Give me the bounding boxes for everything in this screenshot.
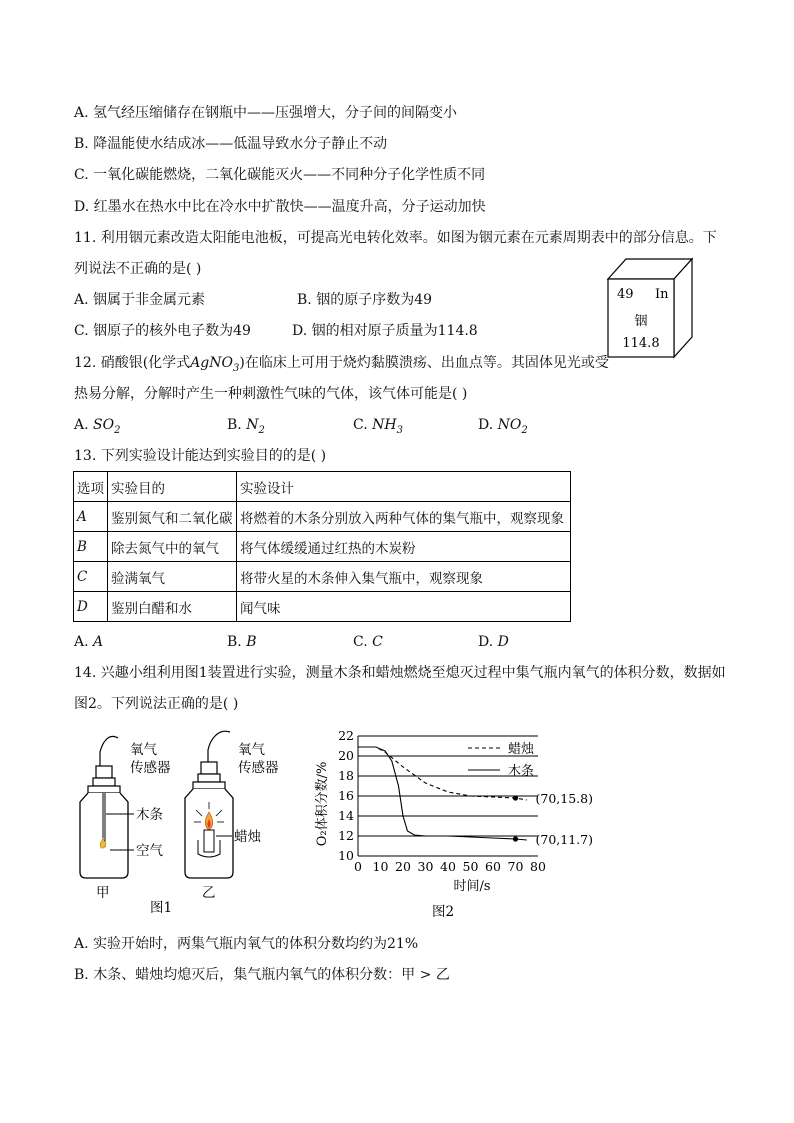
table-cell: 鉴别氮气和二氧化碳: [108, 502, 237, 532]
table-cell: 闻气味: [237, 592, 571, 622]
q13-option-a: A. A: [74, 634, 104, 650]
sensor-label-b2: 传感器: [238, 760, 279, 776]
jar-a-label: 甲: [96, 885, 110, 901]
q13-option-b: B. B: [227, 634, 257, 650]
y-tick-label: 20: [338, 748, 354, 763]
q12-stem-line1: [74, 354, 609, 378]
table-row: [74, 502, 571, 532]
q13-option-d: D. D: [478, 634, 509, 650]
chart-x-axis-label: 时间/s: [453, 879, 491, 894]
apparatus-figure: [70, 722, 280, 917]
q14-stem-line1: 14. 兴趣小组利用图1装置进行实验，测量木条和蜡烛燃烧至熄灭过程中集气瓶内氧气的体积分数，数据如: [74, 665, 726, 681]
q13-stem: 13. 下列实验设计能达到实验目的的是( ): [74, 448, 327, 464]
candle-label: 蜡烛: [234, 829, 261, 845]
y-tick-label: 14: [338, 808, 354, 823]
x-tick-label: 0: [354, 859, 362, 874]
table-cell: 将燃着的木条分别放入两种气体的集气瓶中，观察现象: [237, 502, 571, 532]
x-tick-label: 80: [530, 859, 546, 874]
element-mass: 114.8: [622, 336, 660, 351]
q11-option-d: D. 铟的相对原子质量为114.8: [292, 323, 478, 339]
sensor-label-b1: 氧气: [238, 742, 265, 758]
air-label: 空气: [136, 843, 163, 859]
element-symbol: In: [655, 287, 669, 302]
q14-stem-line2: 图2。下列说法正确的是( ): [74, 696, 239, 712]
element-number: 49: [617, 287, 634, 302]
chart-legend: [468, 741, 535, 779]
jar-b-label: 乙: [202, 885, 216, 901]
table-row: [74, 562, 571, 592]
legend-label: 蜡烛: [508, 742, 535, 757]
series-line-蜡烛: [358, 747, 527, 800]
q10-option-b: B. 降温能使水结成冰——低温导致水分子静止不动: [74, 136, 388, 152]
q11-stem-line1: 11. 利用铟元素改造太阳能电池板，可提高光电转化效率。如图为铟元素在元素周期表中的部分信息。下: [74, 230, 717, 246]
table-row: [74, 532, 571, 562]
y-tick-label: 22: [338, 728, 354, 743]
q12-stem-text-a: 12. 硝酸银(化学式: [74, 355, 191, 371]
chart-series: [358, 747, 593, 847]
jar-a-diagram: [80, 736, 134, 878]
q11-option-c: C. 铟原子的核外电子数为49: [74, 323, 251, 339]
x-tick-label: 50: [462, 859, 479, 874]
q12-option-a: A. $SO_2$: [74, 417, 121, 436]
chart-y-axis-label: O₂体积分数/%: [315, 761, 330, 847]
x-tick-label: 30: [417, 859, 434, 874]
data-point: [513, 836, 518, 841]
table-cell: 验满氧气: [108, 562, 237, 592]
q13-option-c: C. C: [353, 634, 383, 650]
q11-option-b: B. 铟的原子序数为49: [297, 292, 433, 308]
data-label: (70,15.8): [535, 791, 593, 806]
q12-stem-line2: 热易分解，分解时产生一种刺激性气味的气体，该气体可能是( ): [74, 386, 468, 402]
table-header-cell: 实验设计: [237, 472, 571, 502]
q11-option-a: A. 铟属于非金属元素: [74, 292, 206, 308]
table-cell: B: [74, 532, 108, 562]
figure1-caption: 图1: [150, 900, 173, 916]
y-tick-label: 10: [338, 848, 354, 863]
table-cell: 除去氮气中的氧气: [108, 532, 237, 562]
table-cell: D: [74, 592, 108, 622]
jar-b-diagram: [185, 731, 233, 878]
x-tick-label: 10: [372, 859, 389, 874]
table-header-cell: 选项: [74, 472, 108, 502]
table-header-row: [74, 472, 571, 502]
table-header-cell: 实验目的: [108, 472, 237, 502]
data-label: (70,11.7): [535, 832, 593, 847]
q10-option-a: A. 氢气经压缩储存在钢瓶中——压强增大，分子间的间隔变小: [74, 105, 458, 121]
table-row: [74, 592, 571, 622]
q12-stem-text-b: )在临床上可用于烧灼黏膜溃疡、出血点等。其固体见光或受: [239, 355, 609, 371]
y-tick-label: 16: [338, 788, 354, 803]
element-cell-figure: [604, 255, 696, 359]
q12-formula: AgNO: [190, 355, 233, 371]
x-tick-label: 20: [395, 859, 411, 874]
q10-option-d: D. 红墨水在热水中比在冷水中扩散快——温度升高，分子运动加快: [74, 199, 486, 215]
x-tick-label: 60: [485, 859, 501, 874]
legend-label: 木条: [508, 764, 535, 779]
q12-formula-sub: 3: [233, 362, 240, 374]
q11-stem-line2: 列说法不正确的是( ): [74, 261, 202, 277]
q12-option-d: D. $NO_2$: [478, 417, 528, 436]
sensor-label-a1: 氧气: [130, 742, 157, 758]
y-tick-label: 18: [338, 768, 354, 783]
table-cell: 鉴别白醋和水: [108, 592, 237, 622]
q13-table: [73, 471, 571, 622]
q10-option-c: C. 一氧化碳能燃烧，二氧化碳能灭火——不同种分子化学性质不同: [74, 167, 486, 183]
element-name: 铟: [634, 314, 648, 329]
q12-option-b: B. $N_2$: [227, 417, 265, 436]
figure2-caption: 图2: [432, 904, 455, 920]
x-tick-label: 40: [440, 859, 456, 874]
data-point: [513, 795, 518, 800]
table-cell: 将气体缓缓通过红热的木炭粉: [237, 532, 571, 562]
stick-label: 木条: [136, 807, 163, 823]
q12-option-c: C. $NH_3$: [353, 417, 403, 436]
table-cell: 将带火星的木条伸入集气瓶中，观察现象: [237, 562, 571, 592]
sensor-label-a2: 传感器: [130, 760, 171, 776]
table-cell: A: [74, 502, 108, 532]
o2-chart: [308, 722, 608, 922]
series-line-木条: [358, 747, 527, 840]
q14-option-b: B. 木条、蜡烛均熄灭后，集气瓶内氧气的体积分数：甲 > 乙: [74, 967, 450, 983]
table-cell: C: [74, 562, 108, 592]
y-tick-label: 12: [338, 828, 354, 843]
x-tick-label: 70: [507, 859, 524, 874]
q14-option-a: A. 实验开始时，两集气瓶内氧气的体积分数均约为21%: [74, 936, 419, 952]
